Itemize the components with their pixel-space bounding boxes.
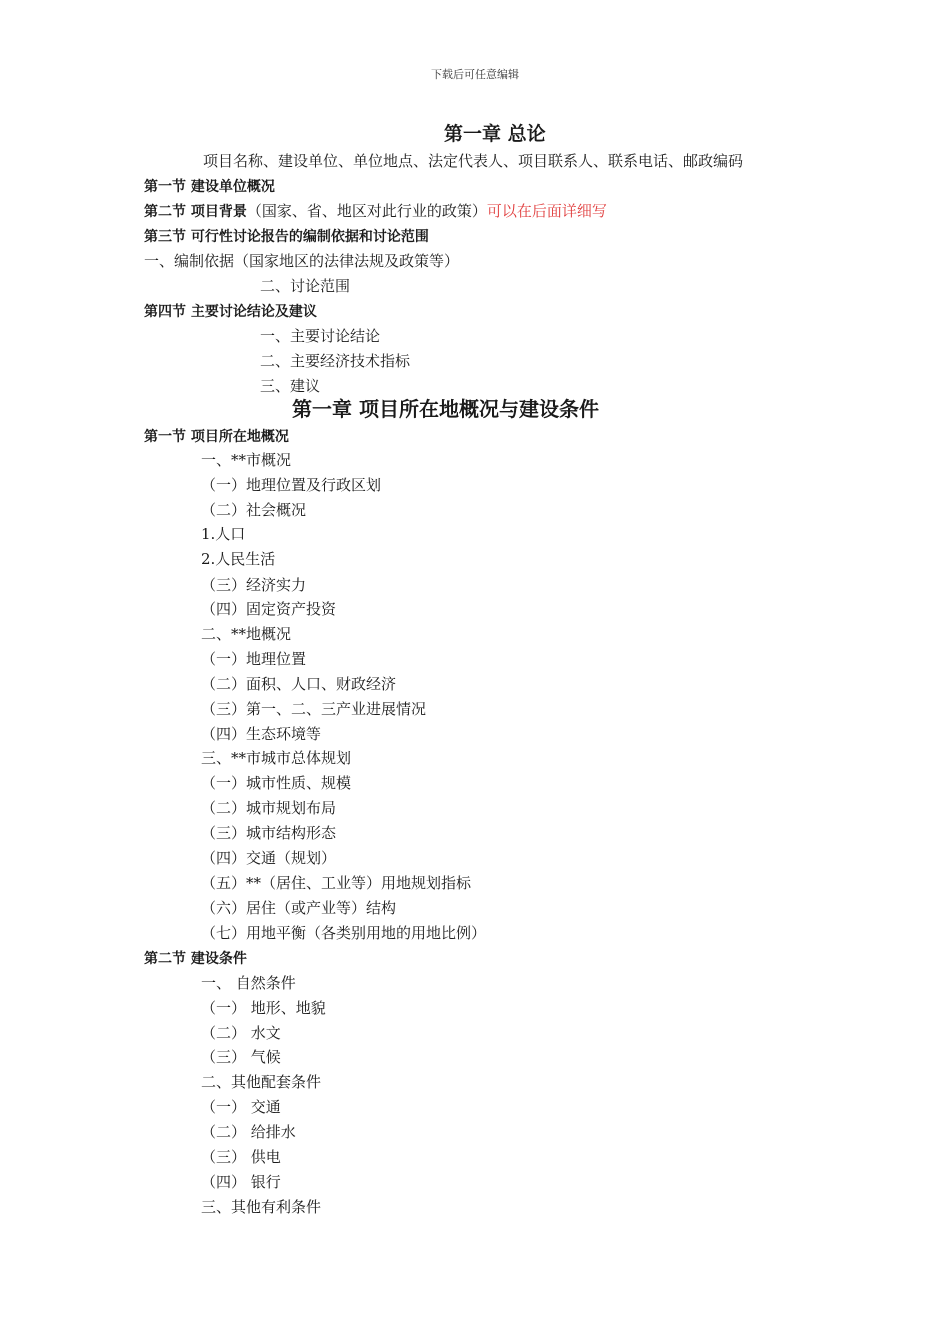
list-item: 一、 自然条件 bbox=[201, 974, 296, 992]
list-item: 二、**地概况 bbox=[201, 625, 292, 643]
list-item: （三）城市结构形态 bbox=[201, 824, 337, 842]
list-item: （一）地理位置及行政区划 bbox=[201, 476, 382, 494]
list-item: （二） 给排水 bbox=[201, 1123, 296, 1141]
list-item: （七）用地平衡（各类别用地的用地比例） bbox=[201, 924, 487, 942]
chapter-1-title: 第一章 总论 bbox=[444, 123, 546, 145]
section-2-note: 可以在后面详细写 bbox=[486, 202, 607, 220]
list-item: 1.人口 bbox=[201, 525, 246, 543]
list-item: （四） 银行 bbox=[201, 1173, 281, 1191]
list-item: （二）城市规划布局 bbox=[201, 799, 337, 817]
section-2-label: 第二节 项目背景 bbox=[144, 204, 247, 220]
section-4-heading: 第四节 主要讨论结论及建议 bbox=[144, 304, 317, 320]
list-item: （二）社会概况 bbox=[201, 501, 307, 519]
section-1-heading: 第一节 建设单位概况 bbox=[144, 179, 275, 195]
page-header: 下载后可任意编辑 bbox=[431, 68, 519, 81]
list-item: （一）地理位置 bbox=[201, 650, 307, 668]
list-item: （三）第一、二、三产业进展情况 bbox=[201, 700, 427, 718]
section-3-item-2: 二、讨论范围 bbox=[260, 277, 351, 295]
list-item: （一）城市性质、规模 bbox=[201, 774, 352, 792]
list-item: （三） 供电 bbox=[201, 1148, 281, 1166]
list-item: 三、其他有利条件 bbox=[201, 1198, 322, 1216]
list-item: （四）生态环境等 bbox=[201, 725, 322, 743]
section-3-heading: 第三节 可行性讨论报告的编制依据和讨论范围 bbox=[144, 229, 429, 245]
section-2-paren: （国家、省、地区对此行业的政策） bbox=[246, 202, 487, 220]
section-4-item: 三、建议 bbox=[260, 377, 321, 395]
chapter-1-intro: 项目名称、建设单位、单位地点、法定代表人、项目联系人、联系电话、邮政编码 bbox=[203, 152, 744, 170]
list-item: （一） 交通 bbox=[201, 1098, 281, 1116]
section-3-item-1: 一、编制依据（国家地区的法律法规及政策等） bbox=[144, 252, 460, 270]
section-4-item: 二、主要经济技术指标 bbox=[260, 352, 411, 370]
list-item: （五）**（居住、工业等）用地规划指标 bbox=[201, 874, 472, 892]
list-item: 三、**市城市总体规划 bbox=[201, 749, 352, 767]
list-item: （六）居住（或产业等）结构 bbox=[201, 899, 397, 917]
list-item: （三） 气候 bbox=[201, 1048, 281, 1066]
ch2-section-1-heading: 第一节 项目所在地概况 bbox=[144, 429, 289, 445]
list-item: 2.人民生活 bbox=[201, 550, 276, 568]
chapter-2-title: 第一章 项目所在地概况与建设条件 bbox=[292, 397, 599, 421]
list-item: （四）固定资产投资 bbox=[201, 600, 337, 618]
list-item: （二） 水文 bbox=[201, 1024, 281, 1042]
list-item: 一、**市概况 bbox=[201, 451, 292, 469]
section-4-item: 一、主要讨论结论 bbox=[260, 327, 381, 345]
list-item: （二）面积、人口、财政经济 bbox=[201, 675, 397, 693]
list-item: 二、其他配套条件 bbox=[201, 1073, 322, 1091]
list-item: （三）经济实力 bbox=[201, 576, 307, 594]
ch2-section-2-heading: 第二节 建设条件 bbox=[144, 951, 247, 967]
list-item: （一） 地形、地貌 bbox=[201, 999, 326, 1017]
list-item: （四）交通（规划） bbox=[201, 849, 337, 867]
section-2-heading bbox=[144, 201, 607, 222]
